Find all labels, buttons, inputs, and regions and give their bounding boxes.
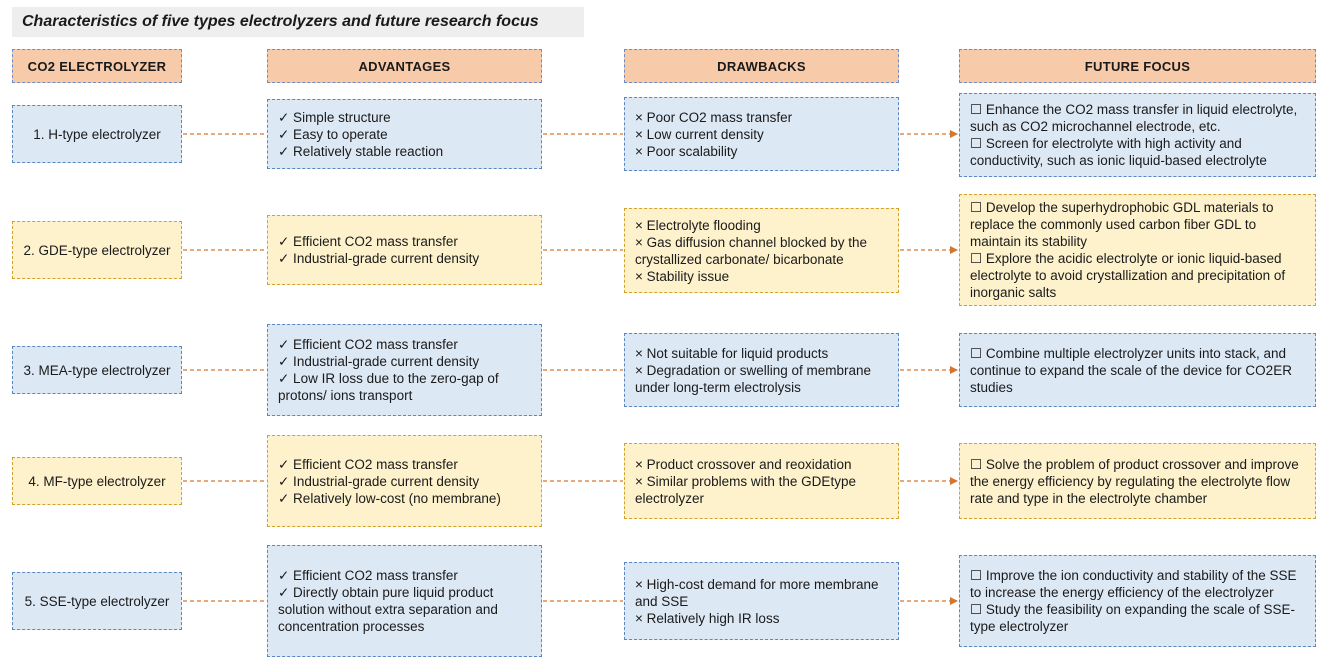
header-advantages: ADVANTAGES — [267, 49, 542, 83]
list-item: × Relatively high IR loss — [635, 610, 780, 626]
list-item: × Poor CO2 mass transfer — [635, 109, 793, 125]
list-item: × Low current density — [635, 126, 764, 142]
electrolyzer-mea-type: 3. MEA-type electrolyzer — [12, 346, 182, 394]
list-item: ☐ Enhance the CO2 mass transfer in liquid electrolyte, such as CO2 microchannel electrode, etc. — [970, 102, 1298, 134]
drawbacks-h-type — [624, 97, 899, 171]
advantages-mea-type — [267, 324, 542, 416]
list-item: × Similar problems with the GDEtype electrolyzer — [635, 473, 856, 506]
list-item: × Stability issue — [635, 268, 730, 284]
header-electrolyzer: CO2 ELECTROLYZER — [12, 49, 182, 83]
list-item: ✓ Easy to operate — [278, 126, 388, 142]
list-item: ✓ Industrial-grade current density — [278, 251, 480, 266]
list-item: ✓ Efficient CO2 mass transfer — [278, 337, 458, 352]
list-item: × Product crossover and reoxidation — [635, 456, 852, 472]
list-item: ✓ Directly obtain pure liquid product solution without extra separation and concentration processes — [278, 585, 498, 634]
list-item: ✓ Efficient CO2 mass transfer — [278, 234, 458, 249]
list-item: ☐ Solve the problem of product crossover and improve the energy efficiency by regulating the electrolyte flow rate and type in the electrolyte chamber — [970, 456, 1299, 506]
future-gde-type — [959, 194, 1316, 306]
electrolyzer-h-type: 1. H-type electrolyzer — [12, 105, 182, 163]
list-item: × Not suitable for liquid products — [635, 345, 829, 361]
advantages-sse-type — [267, 545, 542, 657]
list-item: ✓ Low IR loss due to the zero-gap of protons/ ions transport — [278, 371, 499, 403]
list-item: ☐ Improve the ion conductivity and stability of the SSE to increase the energy efficiency of the electrolyzer — [970, 568, 1297, 600]
advantages-h-type — [267, 99, 542, 169]
list-item: ☐ Develop the superhydrophobic GDL materials to replace the commonly used carbon fiber GDL to maintain its stability — [970, 200, 1274, 249]
electrolyzer-gde-type: 2. GDE-type electrolyzer — [12, 221, 182, 279]
list-item: ☐ Study the feasibility on expanding the scale of SSE-type electrolyzer — [970, 602, 1296, 634]
list-item: × Electrolyte flooding — [635, 217, 761, 233]
future-sse-type — [959, 555, 1316, 647]
header-drawbacks: DRAWBACKS — [624, 49, 899, 83]
list-item: ✓ Efficient CO2 mass transfer — [278, 456, 458, 472]
list-item: ✓ Efficient CO2 mass transfer — [278, 568, 458, 583]
future-mea-type — [959, 333, 1316, 407]
list-item: ✓ Industrial-grade current density — [278, 473, 480, 489]
header-future-focus: FUTURE FOCUS — [959, 49, 1316, 83]
list-item: ✓ Relatively stable reaction — [278, 143, 444, 159]
list-item: × Poor scalability — [635, 143, 738, 159]
list-item: ☐ Explore the acidic electrolyte or ionic liquid-based electrolyte to avoid crystallization and precipitation of inorganic salts — [970, 251, 1286, 300]
drawbacks-mea-type — [624, 333, 899, 407]
list-item: ✓ Simple structure — [278, 109, 391, 125]
future-h-type — [959, 93, 1316, 177]
electrolyzer-mf-type: 4. MF-type electrolyzer — [12, 457, 182, 505]
electrolyzer-sse-type: 5. SSE-type electrolyzer — [12, 572, 182, 630]
list-item: × Degradation or swelling of membrane under long-term electrolysis — [635, 362, 871, 395]
drawbacks-sse-type — [624, 562, 899, 640]
drawbacks-gde-type — [624, 208, 899, 293]
diagram-title: Characteristics of five types electrolyzers and future research focus — [12, 7, 584, 37]
advantages-gde-type — [267, 215, 542, 285]
list-item: ✓ Relatively low-cost (no membrane) — [278, 490, 501, 506]
list-item: ☐ Screen for electrolyte with high activity and conductivity, such as ionic liquid-based electrolyte — [970, 136, 1267, 168]
list-item: ☐ Combine multiple electrolyzer units into stack, and continue to expand the scale of the device for CO2ER studies — [970, 345, 1292, 395]
list-item: × High-cost demand for more membrane and SSE — [635, 576, 879, 609]
drawbacks-mf-type — [624, 443, 899, 519]
future-mf-type — [959, 443, 1316, 519]
advantages-mf-type — [267, 435, 542, 527]
list-item: × Gas diffusion channel blocked by the crystallized carbonate/ bicarbonate — [635, 234, 868, 267]
list-item: ✓ Industrial-grade current density — [278, 354, 480, 369]
